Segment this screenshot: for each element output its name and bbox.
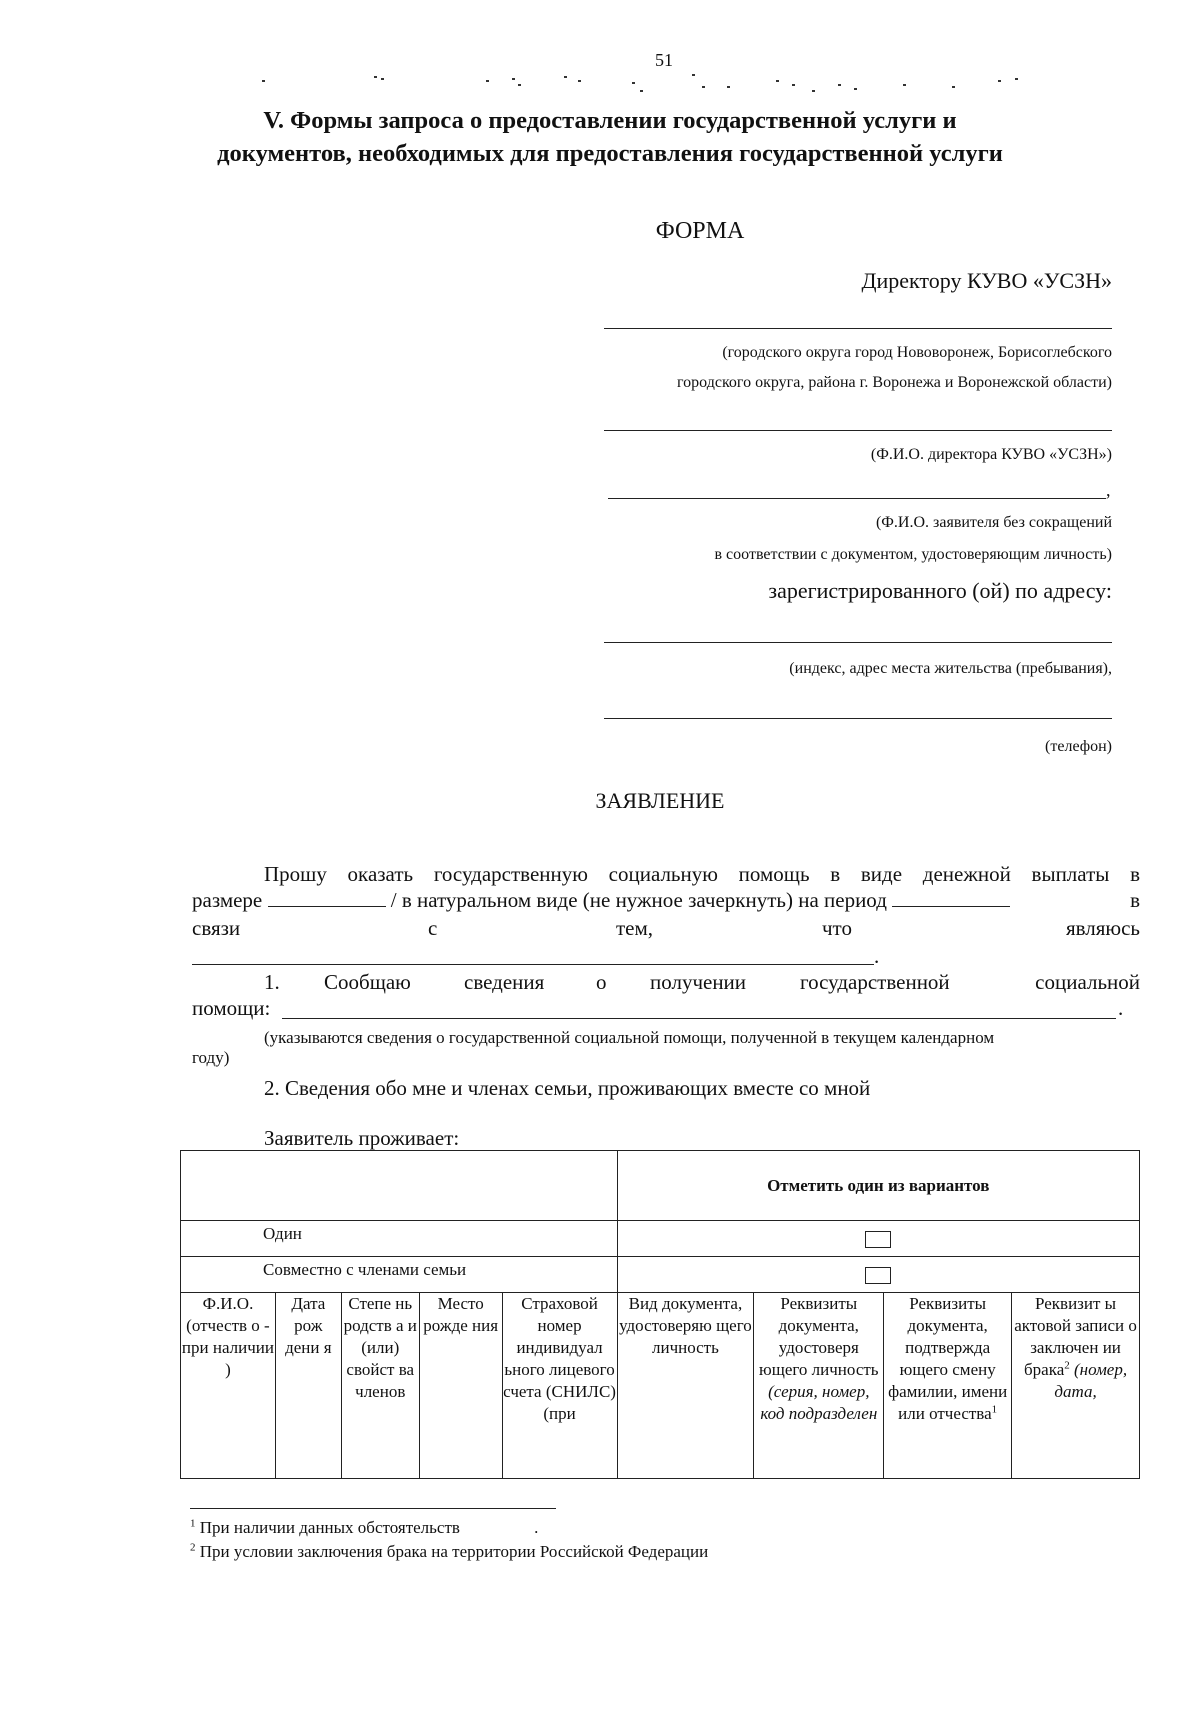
- p1-line-3: [192, 916, 1140, 942]
- col-fio: Ф.И.О. (отчеств о - при наличии ): [181, 1293, 276, 1479]
- footnote-ref-1: 1: [991, 1403, 998, 1416]
- p2-note-1: (указываются сведения о государственной социальной помощи, полученной в текущем календарном: [264, 1028, 995, 1047]
- footnote-2-number: 2: [190, 1541, 196, 1554]
- footnote-2-text: При условии заключения брака на территории Российской Федерации: [199, 1542, 709, 1561]
- col-name-change-text: Реквизиты документа, подтвержда ющего смену фамилии, имени или отчества: [888, 1294, 1008, 1423]
- applicant-line[interactable]: [608, 498, 1106, 499]
- footnote-ref-2: 2: [1064, 1359, 1070, 1372]
- p2-word-1: 1.: [264, 970, 280, 994]
- caption-phone: (телефон): [1045, 738, 1112, 755]
- col-marriage-record: [1012, 1293, 1140, 1479]
- p2-note-2: году): [192, 1048, 230, 1067]
- director-line[interactable]: [604, 430, 1112, 431]
- p2-line-1: [264, 970, 1140, 996]
- p1-kind-text: / в натуральном виде (не нужное зачеркнуть) на период: [390, 888, 887, 912]
- col-name-change: [884, 1293, 1012, 1479]
- p2-help-label: помощи:: [192, 996, 271, 1020]
- col-id-doc-details-text: Реквизиты документа, удостоверя ющего личность: [759, 1294, 879, 1379]
- period-blank[interactable]: [892, 888, 1010, 907]
- footnote-1-number: 1: [190, 1517, 196, 1530]
- family-table: [180, 1150, 1140, 1479]
- row-family-label: Совместно с членами семьи: [181, 1257, 618, 1293]
- col-marriage-record-text: Реквизит ы актовой записи о заключен ии брака: [1014, 1294, 1137, 1379]
- table-header-row: [181, 1151, 1140, 1221]
- p2-word-4: о: [596, 970, 607, 994]
- statement-title: ЗАЯВЛЕНИЕ: [595, 788, 725, 813]
- amount-blank[interactable]: [268, 888, 386, 907]
- table-row: [181, 1221, 1140, 1257]
- footnote-1-text: При наличии данных обстоятельств: [199, 1518, 460, 1537]
- page-number: 51: [655, 50, 673, 70]
- p1-word-5: являюсь: [1065, 916, 1140, 940]
- table-columns-row: [181, 1293, 1140, 1479]
- footnote-1-dot: .: [534, 1518, 539, 1537]
- caption-director: (Ф.И.О. директора КУВО «УСЗН»): [870, 446, 1112, 463]
- reason-line[interactable]: [192, 964, 874, 965]
- phone-line[interactable]: [604, 718, 1112, 719]
- footnote-2: [190, 1542, 708, 1562]
- applicant-comma: ,: [1106, 480, 1111, 500]
- p1-word-1: связи: [192, 916, 241, 940]
- p1-size-label: размере: [192, 888, 263, 912]
- col-id-doc-type: Вид документа, удостоверяю щего личность: [617, 1293, 754, 1479]
- district-line[interactable]: [604, 328, 1112, 329]
- caption-applicant-2: в соответствии с документом, удостоверяющим личность): [714, 546, 1112, 563]
- p1-word-3: тем,: [616, 916, 654, 940]
- p2-word-6: государственной: [800, 970, 950, 994]
- footnote-separator: [190, 1508, 556, 1509]
- p2-word-5: получении: [650, 970, 747, 994]
- col-marriage-record-italic: (номер, дата,: [1054, 1360, 1128, 1401]
- choose-header: Отметить один из вариантов: [617, 1151, 1140, 1221]
- alone-checkbox[interactable]: [865, 1231, 891, 1248]
- p1-end-dot: .: [874, 944, 880, 968]
- col-birth-place: Место рожде ния: [419, 1293, 502, 1479]
- row-family-cell: [617, 1257, 1140, 1293]
- table-header-empty: [181, 1151, 618, 1221]
- section-title: [180, 104, 1040, 170]
- p2-word-7: социальной: [1035, 970, 1140, 994]
- col-birth-date: Дата рож дени я: [275, 1293, 341, 1479]
- row-alone-label: Один: [181, 1221, 618, 1257]
- col-id-doc-details-italic: (серия, номер, код подразделен: [760, 1382, 878, 1423]
- col-id-doc-details: [754, 1293, 884, 1479]
- p1-line-2: [192, 888, 1140, 912]
- family-checkbox[interactable]: [865, 1267, 891, 1284]
- p1-line-1: Прошу оказать государственную социальную помощь в виде денежной выплаты в: [264, 862, 1140, 886]
- addressee: Директору КУВО «УСЗН»: [861, 268, 1112, 293]
- help-info-line[interactable]: [282, 1018, 1116, 1019]
- caption-district-1: (городского округа город Нововоронеж, Борисоглебского: [722, 344, 1112, 361]
- row-alone-cell: [617, 1221, 1140, 1257]
- p3-family-info: 2. Сведения обо мне и членах семьи, проживающих вместе со мной: [264, 1076, 871, 1100]
- p2-word-3: сведения: [464, 970, 545, 994]
- section-title-line-1: V. Формы запроса о предоставлении государственной услуги и: [263, 107, 957, 134]
- p1-word-4: что: [822, 916, 852, 940]
- caption-district-2: городского округа, района г. Воронежа и Воронежской области): [677, 374, 1112, 391]
- form-label: ФОРМА: [655, 218, 745, 244]
- registered-label: зарегистрированного (ой) по адресу:: [768, 578, 1112, 603]
- caption-applicant-1: (Ф.И.О. заявителя без сокращений: [875, 514, 1112, 531]
- col-snils: Страховой номер индивидуал ьного лицевого счета (СНИЛС) (при: [502, 1293, 617, 1479]
- table-row: [181, 1257, 1140, 1293]
- p1-in: в: [1130, 888, 1140, 912]
- footnote-1: [190, 1518, 538, 1538]
- p2-end-dot: .: [1118, 996, 1124, 1020]
- caption-address: (индекс, адрес места жительства (пребывания),: [789, 660, 1112, 677]
- p4-applicant-lives: Заявитель проживает:: [264, 1126, 460, 1150]
- p2-word-2: Сообщаю: [324, 970, 411, 994]
- address-line[interactable]: [604, 642, 1112, 643]
- section-title-line-2: документов, необходимых для предоставления государственной услуги: [217, 140, 1003, 167]
- p1-word-2: с: [428, 916, 438, 940]
- col-relationship: Степе нь родств а и (или) свойст ва членов: [341, 1293, 419, 1479]
